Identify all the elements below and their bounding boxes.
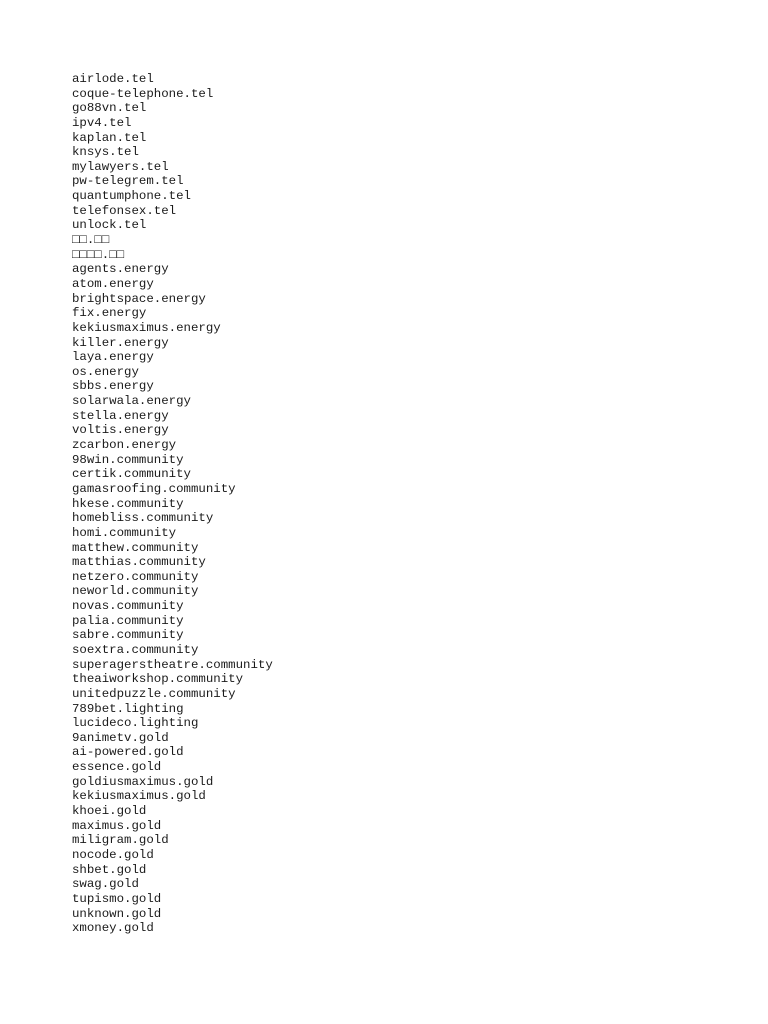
domain-list-item: zcarbon.energy <box>72 438 177 453</box>
domain-list-item: mylawyers.tel <box>72 159 169 174</box>
domain-list-item: killer.energy <box>72 335 169 350</box>
domain-list-item: kekiusmaximus.gold <box>72 789 206 804</box>
domain-list-item: agents.energy <box>72 262 169 277</box>
domain-list-item: theaiworkshop.community <box>72 672 244 687</box>
domain-list-item: ipv4.tel <box>72 115 132 130</box>
domain-list-item: 789bet.lighting <box>72 701 184 716</box>
domain-list-item: soextra.community <box>72 642 199 657</box>
domain-list-item: kaplan.tel <box>72 130 147 145</box>
domain-list-item: kekiusmaximus.energy <box>72 320 221 335</box>
domain-list-item: go88vn.tel <box>72 101 147 116</box>
domain-list-item: 9animetv.gold <box>72 730 169 745</box>
domain-list-item: matthias.community <box>72 555 206 570</box>
domain-list-item: unitedpuzzle.community <box>72 686 236 701</box>
domain-list-item: sbbs.energy <box>72 379 154 394</box>
domain-list-item: ai-powered.gold <box>72 745 184 760</box>
domain-list-item: neworld.community <box>72 584 199 599</box>
domain-list-item: matthew.community <box>72 540 199 555</box>
domain-list-item: telefonsex.tel <box>72 203 177 218</box>
domain-list-item: airlode.tel <box>72 72 154 86</box>
domain-list-item: khoei.gold <box>72 804 147 819</box>
domain-list-item: unknown.gold <box>72 906 162 921</box>
domain-list-item: os.energy <box>72 364 139 379</box>
domain-list-item: nocode.gold <box>72 847 154 862</box>
domain-list-item: fix.energy <box>72 306 147 321</box>
domain-list-item: swag.gold <box>72 877 139 892</box>
domain-list-item: □□□□.□□ <box>72 247 125 262</box>
domain-list-item: shbet.gold <box>72 862 147 877</box>
domain-list-item: brightspace.energy <box>72 291 206 306</box>
domain-list-item: palia.community <box>72 613 184 628</box>
domain-list-item: □□.□□ <box>72 233 110 248</box>
domain-list-item: miligram.gold <box>72 833 169 848</box>
domain-list-item: certik.community <box>72 467 191 482</box>
domain-list-item: homebliss.community <box>72 511 214 526</box>
domain-list-item: xmoney.gold <box>72 921 154 936</box>
domain-list-item: lucideco.lighting <box>72 716 199 731</box>
domain-list-item: netzero.community <box>72 569 199 584</box>
domain-list-item: coque-telephone.tel <box>72 86 214 101</box>
domain-list-item: gamasroofing.community <box>72 481 236 496</box>
domain-list-item: tupismo.gold <box>72 891 162 906</box>
domain-list <box>72 72 273 936</box>
domain-list-item: unlock.tel <box>72 218 147 233</box>
domain-list-item: 98win.community <box>72 452 184 467</box>
domain-list-item: quantumphone.tel <box>72 189 191 204</box>
domain-list-item: sabre.community <box>72 628 184 643</box>
domain-list-item: laya.energy <box>72 350 154 365</box>
domain-list-item: novas.community <box>72 599 184 614</box>
domain-list-item: pw-telegrem.tel <box>72 174 184 189</box>
domain-list-item: maximus.gold <box>72 818 162 833</box>
domain-list-item: homi.community <box>72 525 177 540</box>
domain-list-item: stella.energy <box>72 408 169 423</box>
domain-list-item: voltis.energy <box>72 423 169 438</box>
domain-list-item: goldiusmaximus.gold <box>72 774 214 789</box>
domain-list-item: atom.energy <box>72 276 154 291</box>
domain-list-item: essence.gold <box>72 760 162 775</box>
domain-list-item: solarwala.energy <box>72 394 191 409</box>
domain-list-item: superagerstheatre.community <box>72 657 273 672</box>
domain-list-item: hkese.community <box>72 496 184 511</box>
domain-list-item: knsys.tel <box>72 145 139 160</box>
